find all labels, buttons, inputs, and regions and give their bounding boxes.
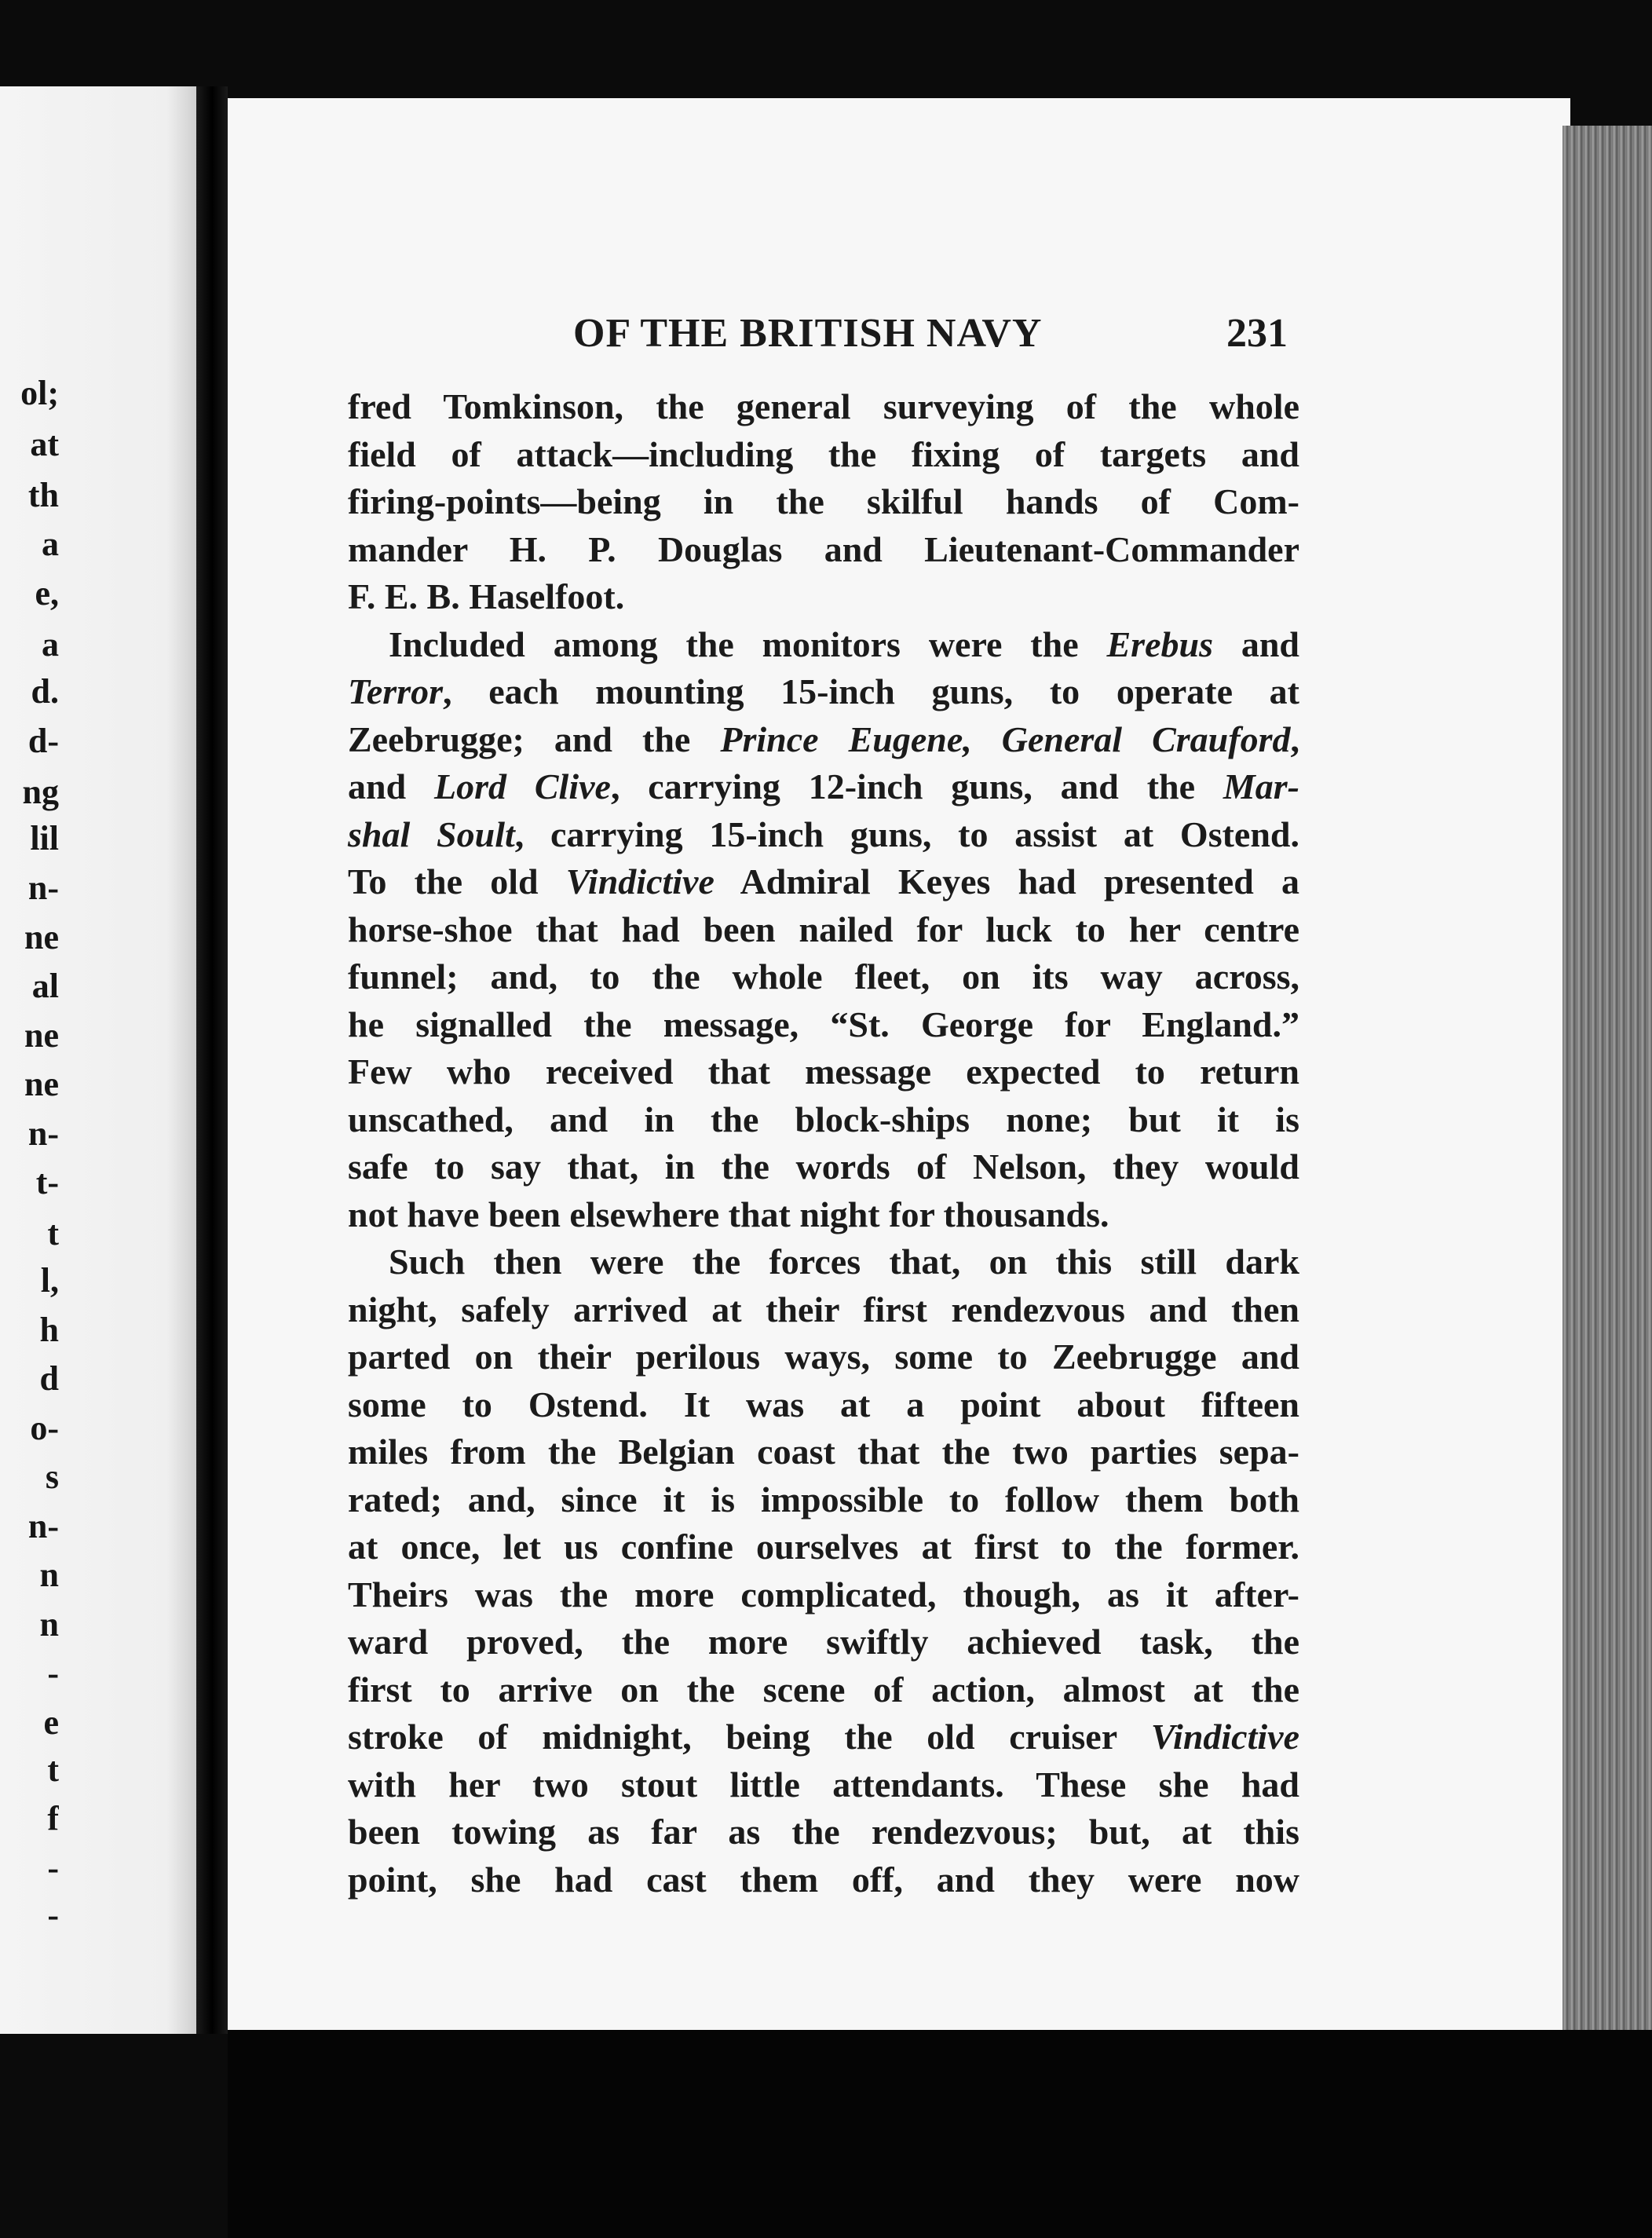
- facing-page-fragment: th: [27, 476, 59, 514]
- text-line: point, she had cast them off, and they were now: [348, 1859, 1299, 1900]
- facing-page-fragment: a: [42, 625, 59, 664]
- text-line: first to arrive on the scene of action, almost at the: [348, 1669, 1299, 1710]
- facing-page-fragment: f: [47, 1799, 59, 1838]
- facing-page-fragment: n: [39, 1556, 59, 1594]
- text-line: night, safely arrived at their first rendezvous and then: [348, 1289, 1299, 1329]
- facing-page-fragment: ne: [24, 1016, 59, 1055]
- text-line: Few who received that message expected to return: [348, 1051, 1299, 1092]
- book-gutter: [196, 86, 228, 2034]
- text-line: Terror, each mounting 15-inch guns, to operate at: [348, 671, 1299, 711]
- text-line: been towing as far as the rendezvous; but, at this: [348, 1812, 1299, 1852]
- facing-page-fragment: d: [39, 1359, 59, 1398]
- facing-page-fragment: a: [42, 525, 59, 563]
- text-line: F. E. B. Haselfoot.: [348, 576, 625, 616]
- text-line: some to Ostend. It was at a point about fifteen: [348, 1384, 1299, 1424]
- text-line: To the old Vindictive Admiral Keyes had presented a: [348, 861, 1299, 901]
- text-line: unscathed, and in the block-ships none; but it is: [348, 1099, 1299, 1139]
- text-line: Included among the monitors were the Erebus and: [389, 623, 1300, 664]
- text-line: parted on their perilous ways, some to Zeebrugge and: [348, 1337, 1299, 1377]
- text-line: miles from the Belgian coast that the two parties sepa-: [348, 1432, 1299, 1472]
- facing-page-fragment: ng: [22, 773, 59, 811]
- running-header: [361, 310, 1303, 381]
- facing-page-fragment: t: [47, 1214, 59, 1252]
- text-line: firing-points—being in the skilful hands of Com-: [348, 481, 1299, 521]
- text-line: ward proved, the more swiftly achieved task, the: [348, 1622, 1299, 1662]
- text-line: and Lord Clive, carrying 12-inch guns, and the Mar-: [348, 766, 1299, 806]
- text-line: safe to say that, in the words of Nelson, they would: [348, 1146, 1299, 1187]
- body-text: [348, 383, 1299, 1903]
- text-line: mander H. P. Douglas and Lieutenant-Commander: [348, 528, 1299, 569]
- facing-page-fragment: e,: [35, 574, 59, 613]
- facing-page-fragment: h: [39, 1311, 59, 1349]
- text-line: funnel; and, to the whole fleet, on its way across,: [348, 956, 1299, 996]
- facing-page-fragment: lil: [30, 819, 59, 858]
- facing-page-fragment: ne: [24, 918, 59, 956]
- facing-page-fragment: n-: [27, 1507, 59, 1545]
- page-number: 231: [1226, 311, 1288, 356]
- facing-page-fragment: d-: [27, 722, 59, 760]
- facing-page-fragment: ol;: [20, 374, 59, 412]
- page-edges: [1562, 126, 1652, 2034]
- facing-page-fragment: -: [47, 1849, 59, 1887]
- facing-page-fragment: -: [47, 1654, 59, 1692]
- facing-page-fragment: d.: [31, 672, 59, 711]
- facing-page-fragment: n-: [27, 869, 59, 907]
- facing-page-fragment: at: [30, 425, 59, 463]
- bottom-shadow: [228, 2030, 1652, 2238]
- facing-page-fragment: n-: [27, 1114, 59, 1153]
- facing-page-fragment: t-: [35, 1163, 59, 1201]
- text-line: horse-shoe that had been nailed for luck to her centre: [348, 909, 1299, 949]
- facing-page-fragment: o-: [30, 1409, 59, 1447]
- facing-page-fragment: ne: [24, 1065, 59, 1103]
- running-title: OF THE BRITISH NAVY: [573, 311, 1043, 356]
- facing-page-fragment: al: [31, 967, 59, 1005]
- text-line: Zeebrugge; and the Prince Eugene, General Crauford,: [348, 719, 1299, 759]
- facing-page-fragment: t: [47, 1750, 59, 1789]
- text-line: Such then were the forces that, on this still dark: [389, 1242, 1299, 1282]
- text-line: he signalled the message, “St. George for England.”: [348, 1004, 1299, 1044]
- text-line: rated; and, since it is impossible to follow them both: [348, 1479, 1299, 1519]
- text-line: at once, let us confine ourselves at first to the former.: [348, 1527, 1299, 1567]
- text-line: stroke of midnight, being the old cruiser Vindictive: [348, 1717, 1299, 1757]
- text-line: not have been elsewhere that night for thousands.: [348, 1194, 1109, 1234]
- text-line: fred Tomkinson, the general surveying of the whole: [348, 386, 1299, 426]
- text-line: with her two stout little attendants. These she had: [348, 1764, 1299, 1805]
- text-line: Theirs was the more complicated, though, as it after-: [348, 1574, 1299, 1615]
- facing-page-fragment: n: [39, 1605, 59, 1644]
- facing-page-fragment: -: [47, 1896, 59, 1934]
- text-line: field of attack—including the fixing of targets and: [348, 433, 1299, 474]
- facing-page-fragment: l,: [40, 1261, 59, 1300]
- facing-page: [0, 86, 196, 2034]
- facing-page-fragment: s: [45, 1457, 59, 1496]
- facing-page-fragment: e: [43, 1703, 59, 1742]
- text-line: shal Soult, carrying 15-inch guns, to assist at Ostend.: [348, 814, 1299, 854]
